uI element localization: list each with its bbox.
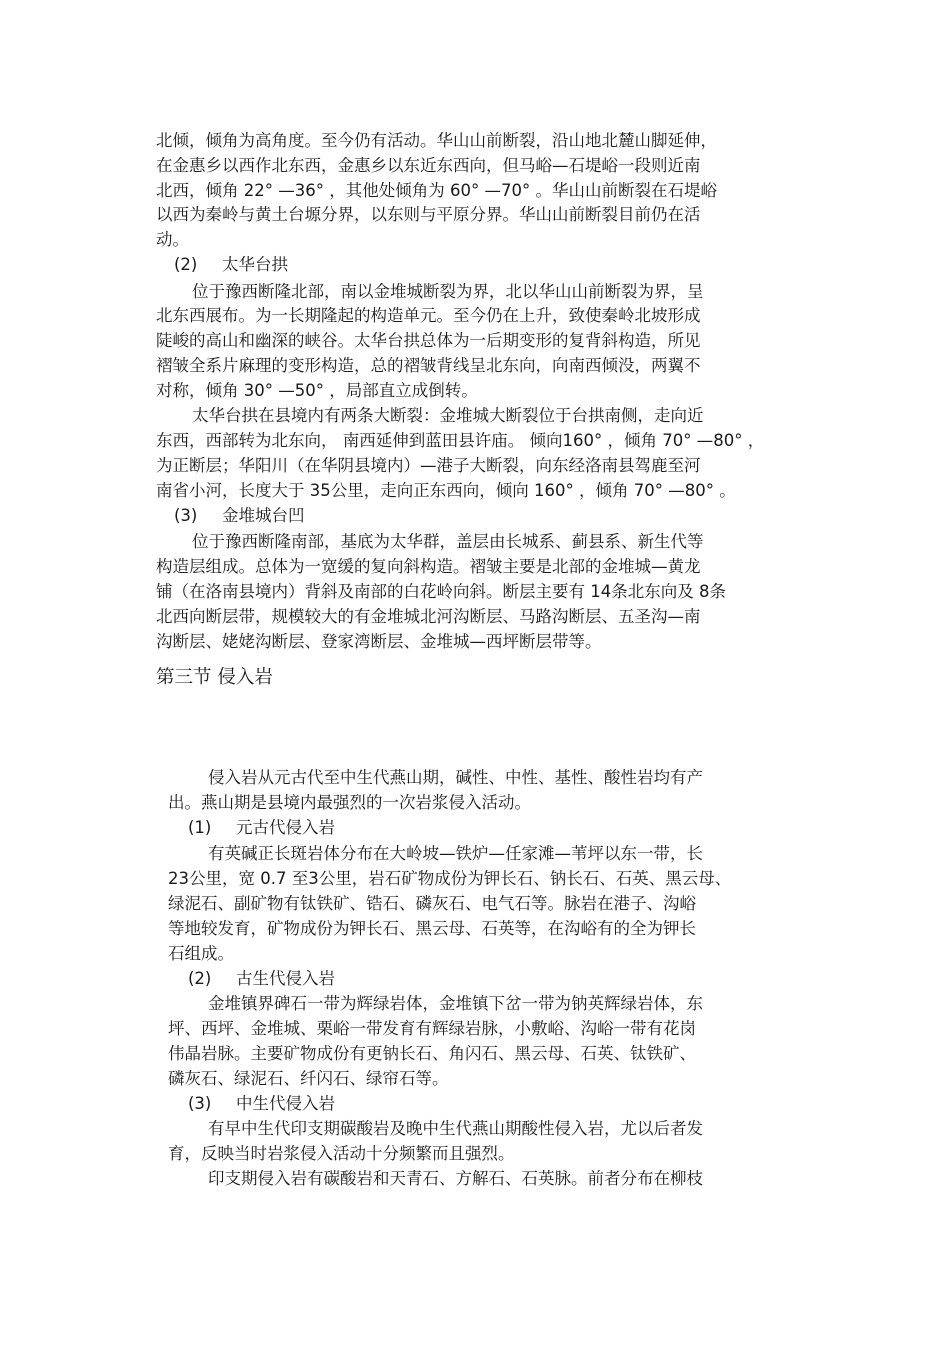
text-line: 南省小河，长度大于 35公里，走向正东西向，倾向 160° ，倾角 70° —80° 。 bbox=[156, 481, 736, 500]
text-line: 陡峻的高山和幽深的峡谷。太华台拱总体为一后期变形的复背斜构造，所见 bbox=[156, 331, 701, 350]
text-line: 等地较发育，矿物成份为钾长石、黑云母、石英等，在沟峪有的全为钾长 bbox=[168, 919, 696, 938]
text-line: 伟晶岩脉。主要矿物成份有更钠长石、角闪石、黑云母、石英、钛铁矿、 bbox=[168, 1044, 696, 1063]
text-line: 有早中生代印支期碳酸岩及晚中生代燕山期酸性侵入岩，尤以后者发 bbox=[208, 1119, 703, 1138]
text-line: 育，反映当时岩浆侵入活动十分频繁而且强烈。 bbox=[168, 1144, 515, 1163]
text-line: 北西向断层带，规模较大的有金堆城北河沟断层、马路沟断层、五圣沟—南 bbox=[156, 607, 701, 626]
text-line: 褶皱全系片麻理的变形构造，总的褶皱背线呈北东向，向南西倾没，两翼不 bbox=[156, 356, 701, 375]
text-line: 绿泥石、副矿物有钛铁矿、锆石、磷灰石、电气石等。脉岩在港子、沟峪 bbox=[168, 894, 696, 913]
text-line: 金堆镇界碑石一带为辉绿岩体，金堆镇下岔一带为钠英辉绿岩体，东 bbox=[208, 994, 703, 1013]
text-line: 印支期侵入岩有碳酸岩和天青石、方解石、石英脉。前者分布在柳枝 bbox=[208, 1169, 703, 1188]
text-line: 沟断层、姥姥沟断层、登家湾断层、金堆城—西坪断层带等。 bbox=[156, 632, 602, 651]
subheading-title: 太华台拱 bbox=[222, 255, 288, 274]
text-line: 坪、西坪、金堆城、栗峪一带发育有辉绿岩脉，小敷峪、沟峪一带有花岗 bbox=[168, 1019, 696, 1038]
text-line: 位于豫西断隆北部，南以金堆城断裂为界，北以华山山前断裂为界，呈 bbox=[192, 282, 704, 301]
text-line: 23公里，宽 0.7 至3公里，岩石矿物成份为钾长石、钠长石、石英、黑云母、 bbox=[168, 869, 732, 888]
text-line: 侵入岩从元古代至中生代燕山期，碱性、中性、基性、酸性岩均有产 bbox=[208, 768, 703, 787]
text-line: 北倾，倾角为高角度。至今仍有活动。华山山前断裂，沿山地北麓山脚延伸， bbox=[156, 131, 717, 150]
text-line: 磷灰石、绿泥石、纤闪石、绿帘石等。 bbox=[168, 1069, 449, 1088]
text-line: 为正断层；华阳川（在华阴县境内）—港子大断裂，向东经洛南县驾鹿至河 bbox=[156, 456, 701, 475]
section-heading: 第三节 侵入岩 bbox=[156, 667, 273, 688]
text-line: 铺（在洛南县境内）背斜及南部的白花岭向斜。断层主要有 14条北东向及 8条 bbox=[156, 582, 726, 601]
subheading-number: (2) bbox=[174, 255, 198, 274]
subheading-number: (2) bbox=[188, 969, 212, 988]
text-line: 出。燕山期是县境内最强烈的一次岩浆侵入活动。 bbox=[168, 793, 531, 812]
subheading-number: (3) bbox=[174, 506, 198, 525]
text-line: 动。 bbox=[156, 230, 189, 249]
subheading-number: (1) bbox=[188, 818, 212, 837]
text-line: 以西为秦岭与黄土台塬分界，以东则与平原分界。华山山前断裂目前仍在活 bbox=[156, 205, 701, 224]
text-line: 构造层组成。总体为一宽缓的复向斜构造。褶皱主要是北部的金堆城—黄龙 bbox=[156, 557, 701, 576]
text-line: 在金惠乡以西作北东西，金惠乡以东近东西向，但马峪—石堤峪一段则近南 bbox=[156, 156, 701, 175]
subheading-title: 中生代侵入岩 bbox=[236, 1094, 335, 1113]
text-line: 位于豫西断隆南部，基底为太华群，盖层由长城系、蓟县系、新生代等 bbox=[192, 532, 704, 551]
text-line: 对称，倾角 30° —50° ，局部直立成倒转。 bbox=[156, 381, 478, 400]
text-line: 东西，西部转为北东向， 南西延伸到蓝田县许庙。 倾向160° ，倾角 70° —80° ， bbox=[156, 431, 765, 450]
subheading-title: 元古代侵入岩 bbox=[236, 818, 335, 837]
text-line: 石组成。 bbox=[168, 944, 234, 963]
subheading-number: (3) bbox=[188, 1094, 212, 1113]
text-line: 有英碱正长斑岩体分布在大岭坡—铁炉—任家滩—苇坪以东一带，长 bbox=[208, 844, 703, 863]
subheading-title: 金堆城台凹 bbox=[222, 506, 305, 525]
text-line: 北东西展布。为一长期隆起的构造单元。至今仍在上升，致使秦岭北坡形成 bbox=[156, 306, 701, 325]
subheading-title: 古生代侵入岩 bbox=[236, 969, 335, 988]
text-line: 太华台拱在县境内有两条大断裂：金堆城大断裂位于台拱南侧，走向近 bbox=[192, 406, 704, 425]
text-line: 北西，倾角 22° —36° ，其他处倾角为 60° —70° 。华山山前断裂在石堤峪 bbox=[156, 181, 717, 200]
